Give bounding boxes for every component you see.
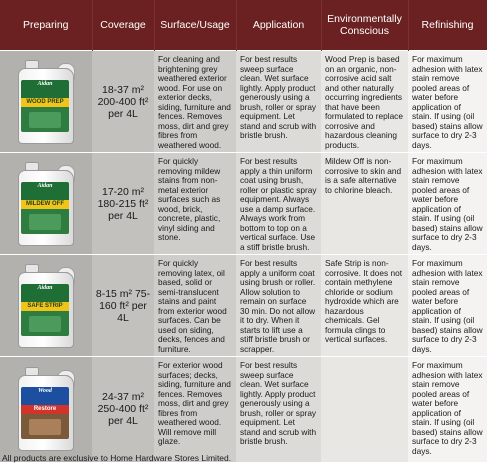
table-row (0, 153, 487, 255)
table-row (0, 357, 487, 462)
coverage-cell: 17-20 m² 180-215 ft² per 4L (92, 153, 154, 255)
application-cell: For best results sweep surface clean. Wet surface lightly. Apply product generously using a brush, roller or spray equipment. Let stand and scrub with bristle brush. (236, 51, 321, 153)
header-coverage: Coverage (92, 0, 154, 51)
table-row (0, 255, 487, 357)
product-image-cell (0, 51, 92, 153)
application-cell: For best results sweep surface clean. Wet surface lightly. Apply product generously using a brush, roller or spray equipment. Let stand and scrub with bristle brush. (236, 357, 321, 462)
header-row (0, 0, 487, 51)
product-name: MILDEW OFF (21, 200, 69, 209)
coverage-cell: 24-37 m² 250-400 ft² per 4L (92, 357, 154, 462)
footer-note: All products are exclusive to Home Hardware Stores Limited. (2, 453, 232, 463)
product-brand: Aidan (21, 182, 69, 200)
environment-cell: Wood Prep is based on an organic, non-corrosive acid salt and other naturally occurring ingredients that have been formulated to replace corrosive and hazardous cleaning products. (321, 51, 408, 153)
application-cell: For best results apply a thin uniform coat using brush, roller or plastic spray equipment. Always use a damp surface. Always work from bottom to top on a vertical surface. Use a stiff bristle brush. (236, 153, 321, 255)
header-preparing: Preparing (0, 0, 92, 51)
product-image-cell (0, 153, 92, 255)
refinishing-cell: For maximum adhesion with latex stain remove pooled areas of water before application of stain. If using (oil based) stains allow surface to dry 2-3 days. (408, 153, 487, 255)
refinishing-cell: For maximum adhesion with latex stain remove pooled areas of water before application of stain. If using (oil based) stains allow surface to dry 2-3 days. (408, 51, 487, 153)
refinishing-cell: For maximum adhesion with latex stain remove pooled areas of water before application of stain. If using (oil based) stains allow surface to dry 2-3 days. (408, 255, 487, 357)
environment-cell: Mildew Off is non-corrosive to skin and is a safe alternative to chlorine bleach. (321, 153, 408, 255)
product-name: Restore (21, 405, 69, 414)
header-surface-usage: Surface/Usage (154, 0, 236, 51)
product-jug-image (16, 60, 76, 144)
surface-usage-cell: For quickly removing latex, oil based, solid or semi-translucent stains and paint from exterior wood surfaces. Can be used on siding, decks, fences and furniture. (154, 255, 236, 357)
header-environmentally-conscious: Environmentally Conscious (321, 0, 408, 51)
product-image-cell (0, 255, 92, 357)
product-jug-image (16, 162, 76, 246)
header-application: Application (236, 0, 321, 51)
product-brand: Aidan (21, 80, 69, 98)
coverage-cell: 8-15 m² 75-160 ft² per 4L (92, 255, 154, 357)
product-jug-image (16, 264, 76, 348)
surface-usage-cell: For quickly removing mildew stains from non-metal exterior surfaces such as wood, brick, concrete, plastic, vinyl siding and stone. (154, 153, 236, 255)
product-jug-image (16, 367, 76, 451)
product-name: WOOD PREP (21, 98, 69, 107)
environment-cell (321, 357, 408, 462)
refinishing-cell: For maximum adhesion with latex stain remove pooled areas of water before application of stain. If using (oil based) stains allow surface to dry 2-3 days. (408, 357, 487, 462)
surface-usage-cell: For exterior wood surfaces; decks, siding, furniture and fences. Removes moss, dirt and grey fibres from weathered wood. Will remove mill glaze. (154, 357, 236, 462)
product-brand: Aidan (21, 284, 69, 302)
product-brand: Wood (21, 387, 69, 405)
application-cell: For best results apply a uniform coat using brush or roller. Allow solution to remain on surface 30 min. Do not allow it to dry. When it starts to lift use a stiff bristle brush or scrapper. (236, 255, 321, 357)
table-row (0, 51, 487, 153)
product-name: SAFE STRIP (21, 302, 69, 311)
header-refinishing: Refinishing (408, 0, 487, 51)
product-image-cell (0, 357, 92, 462)
coverage-cell: 18-37 m² 200-400 ft² per 4L (92, 51, 154, 153)
environment-cell: Safe Strip is non-corrosive. It does not contain methylene chloride or sodium hydroxide which are hazardous chemicals. Gel formula clings to vertical surfaces. (321, 255, 408, 357)
surface-usage-cell: For cleaning and brightening grey weathered exterior wood. For use on exterior decks, siding, furniture and fences. Removes moss, dirt and grey fibres from weathered wood. (154, 51, 236, 153)
